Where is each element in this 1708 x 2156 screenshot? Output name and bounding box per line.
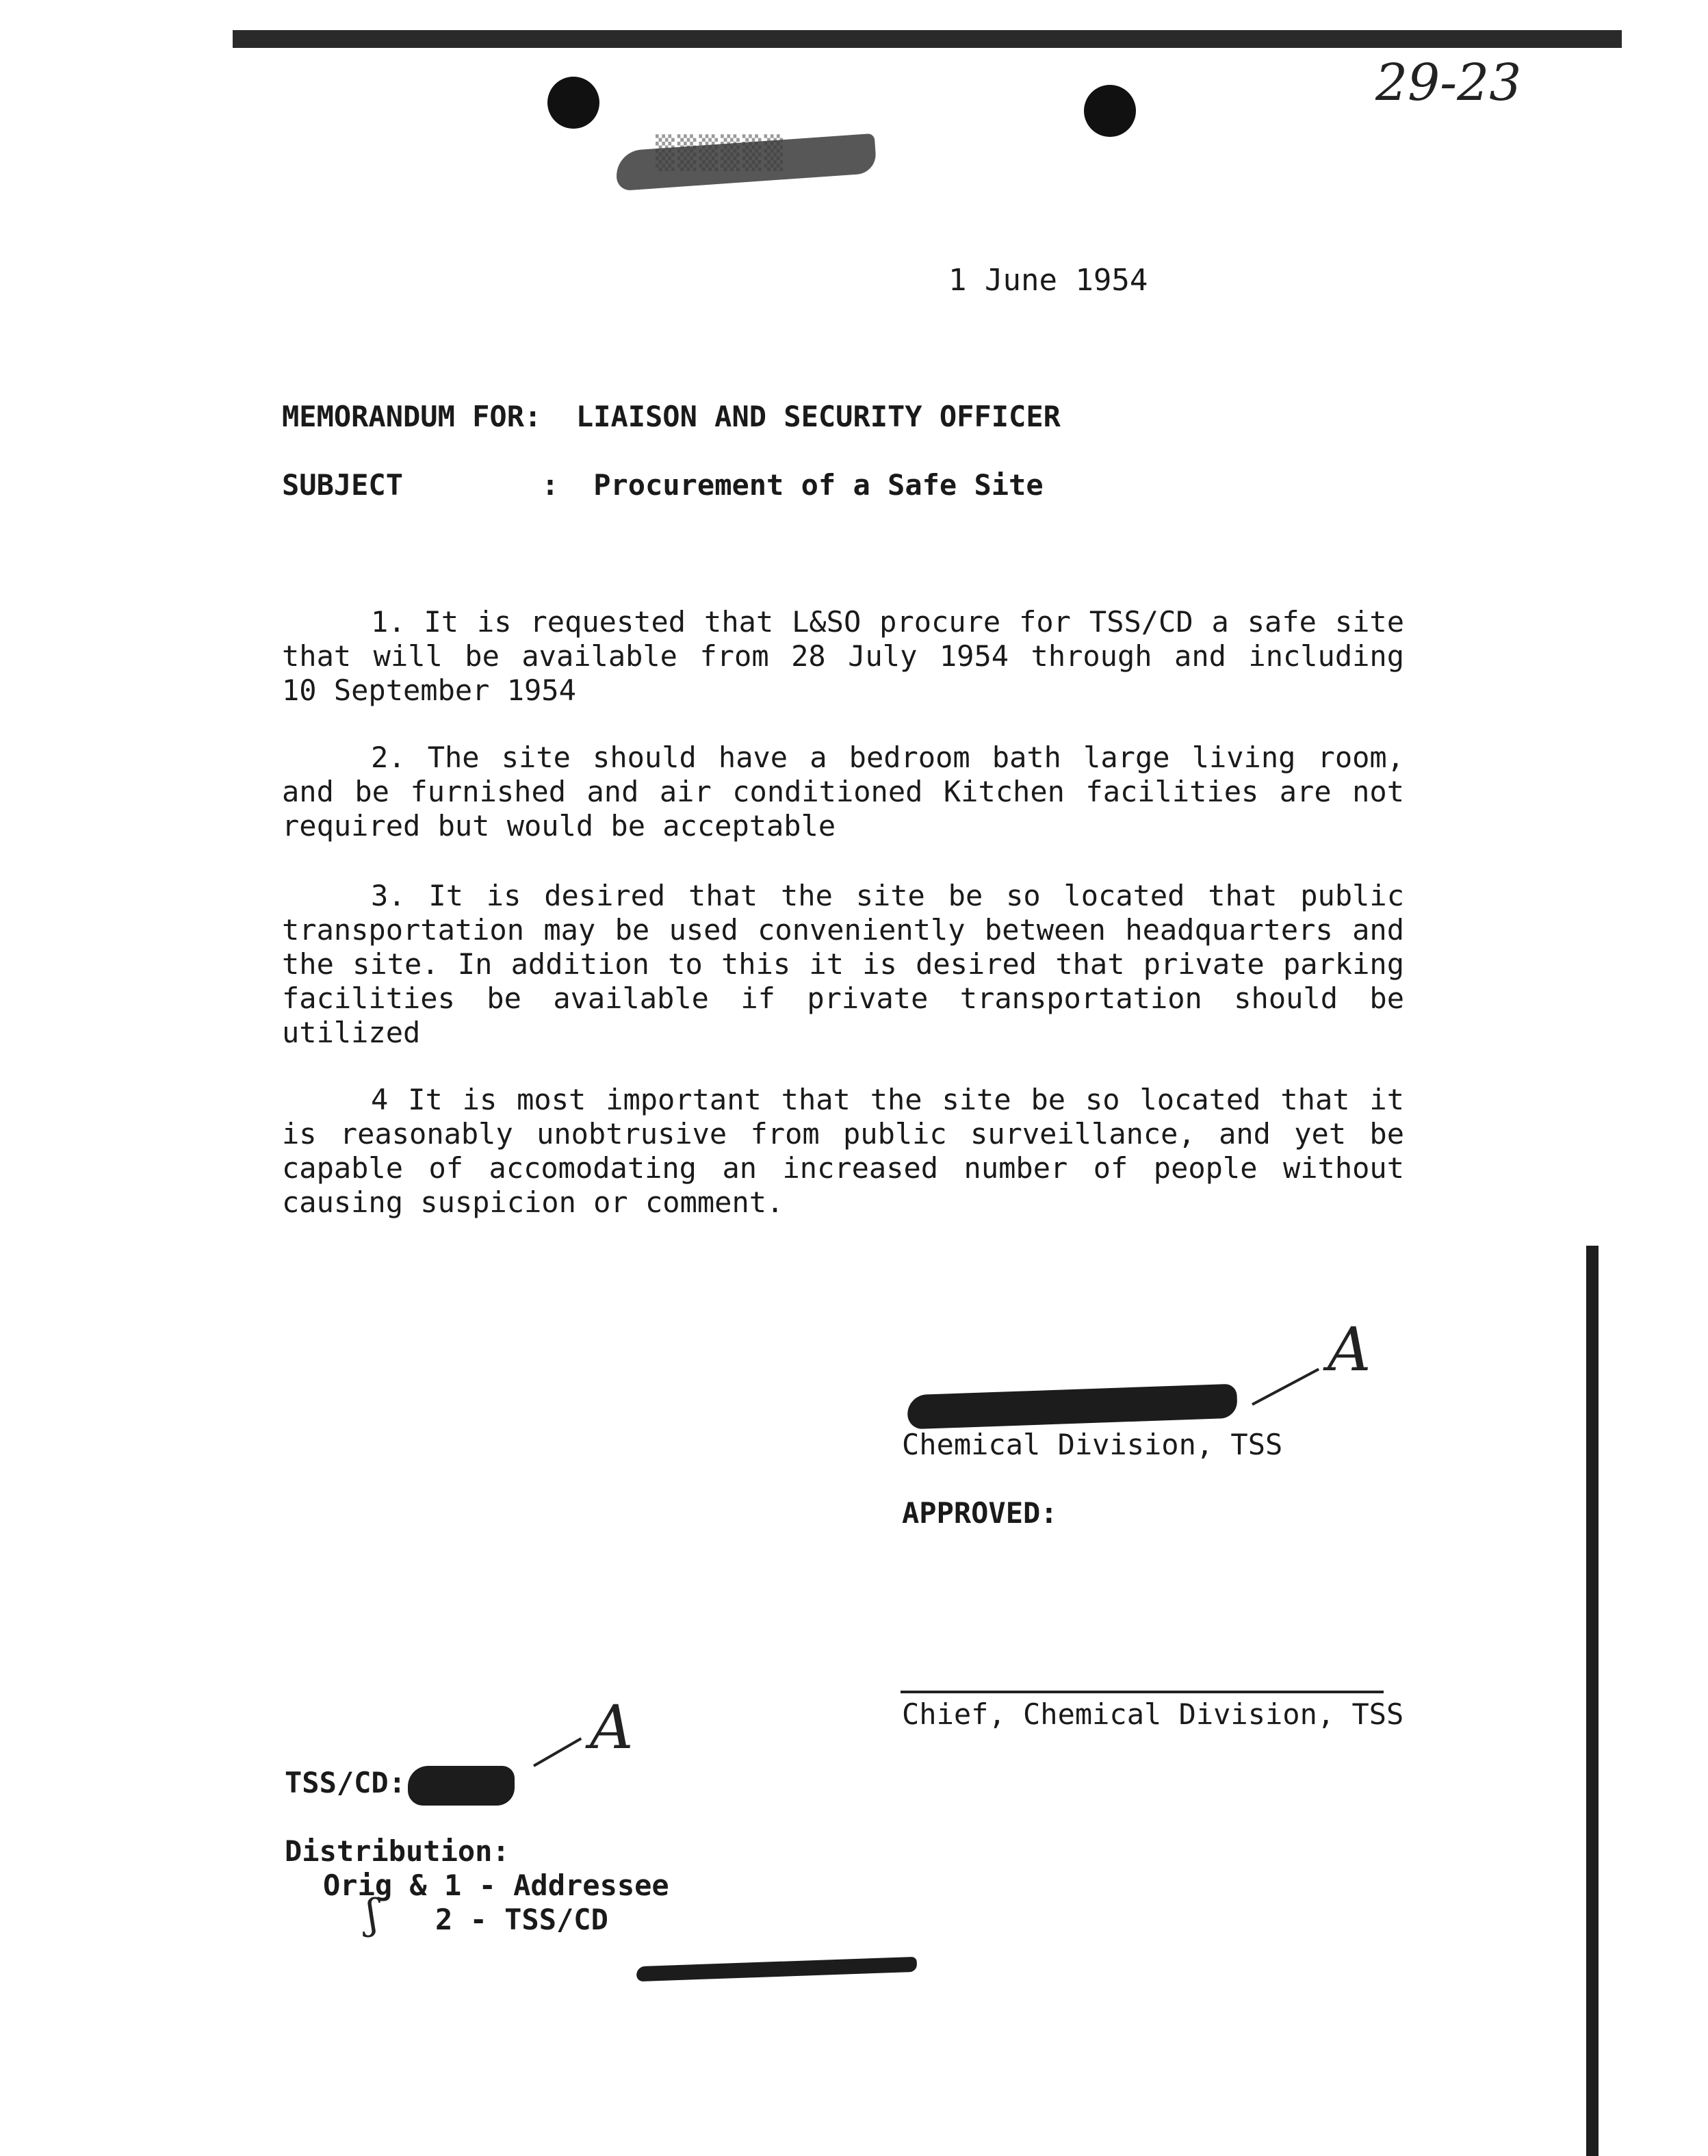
classification-redaction <box>614 133 877 191</box>
originator-redaction <box>408 1766 515 1806</box>
distribution-line-2: 2 - TSS/CD <box>435 1903 608 1936</box>
paragraph-2 <box>282 741 1404 843</box>
paragraph-2-number: 2. <box>371 741 406 774</box>
originator-label: TSS/CD: <box>285 1766 406 1799</box>
paragraph-3-number: 3. <box>371 879 406 912</box>
memorandum-for-value: LIAISON AND SECURITY OFFICER <box>575 400 1061 433</box>
punch-hole-left <box>547 77 599 129</box>
subject-value: Procurement of a Safe Site <box>593 468 1044 502</box>
paragraph-4 <box>282 1083 1404 1220</box>
top-border-rule <box>233 30 1622 48</box>
paragraph-4-text: It is most important that the site be so located that it is reasonably unobtrusive from public surveillance, and yet be capable of accomodating an increased number of people without causing suspicion or comment. <box>282 1083 1404 1219</box>
memorandum-for-label: MEMORANDUM FOR: <box>282 400 542 433</box>
punch-hole-right <box>1084 85 1136 137</box>
right-edge-rule <box>1586 1246 1599 2156</box>
paragraph-1 <box>282 605 1404 708</box>
paragraph-1-number: 1. <box>371 605 406 639</box>
handwritten-initial-1: A <box>1328 1314 1371 1385</box>
handwritten-initial-2: A <box>590 1692 634 1762</box>
memorandum-for-line <box>282 400 1061 433</box>
subject-separator: : <box>541 468 559 502</box>
signer-division: Chemical Division, TSS <box>902 1428 1283 1461</box>
paragraph-2-text: The site should have a bedroom bath large living room, and be furnished and air conditioned Kitchen facilities are not required but would be acceptable <box>282 741 1404 843</box>
memo-date: 1 June 1954 <box>948 263 1148 298</box>
approved-label: APPROVED: <box>902 1496 1058 1530</box>
paragraph-1-text: It is requested that L&SO procure for TSS/CD a safe site that will be available from 28 July 1954 through and including 10 September 1954 <box>282 605 1404 707</box>
initial-slash-1 <box>1252 1368 1319 1406</box>
paragraph-3 <box>282 879 1404 1050</box>
distribution-line-1: Orig & 1 - Addressee <box>323 1869 669 1902</box>
footer-redaction <box>636 1957 918 1981</box>
paragraph-4-number: 4 <box>371 1083 389 1116</box>
approval-signature-line <box>901 1691 1384 1693</box>
paragraph-3-text: It is desired that the site be so located that public transportation may be used conveniently between headquarters and the site. In addition to this it is desired that private parking facilities be available if private transportation should be utilized <box>282 879 1404 1049</box>
distribution-brace-mark: ʃ <box>367 1890 378 1938</box>
chief-title: Chief, Chemical Division, TSS <box>902 1697 1404 1731</box>
handwritten-document-number: 29-23 <box>1375 53 1522 112</box>
signature-redaction <box>907 1384 1237 1430</box>
distribution-label: Distribution: <box>285 1834 510 1868</box>
subject-line <box>282 468 1044 502</box>
subject-label: SUBJECT <box>282 468 404 502</box>
initial-slash-2 <box>533 1737 582 1767</box>
